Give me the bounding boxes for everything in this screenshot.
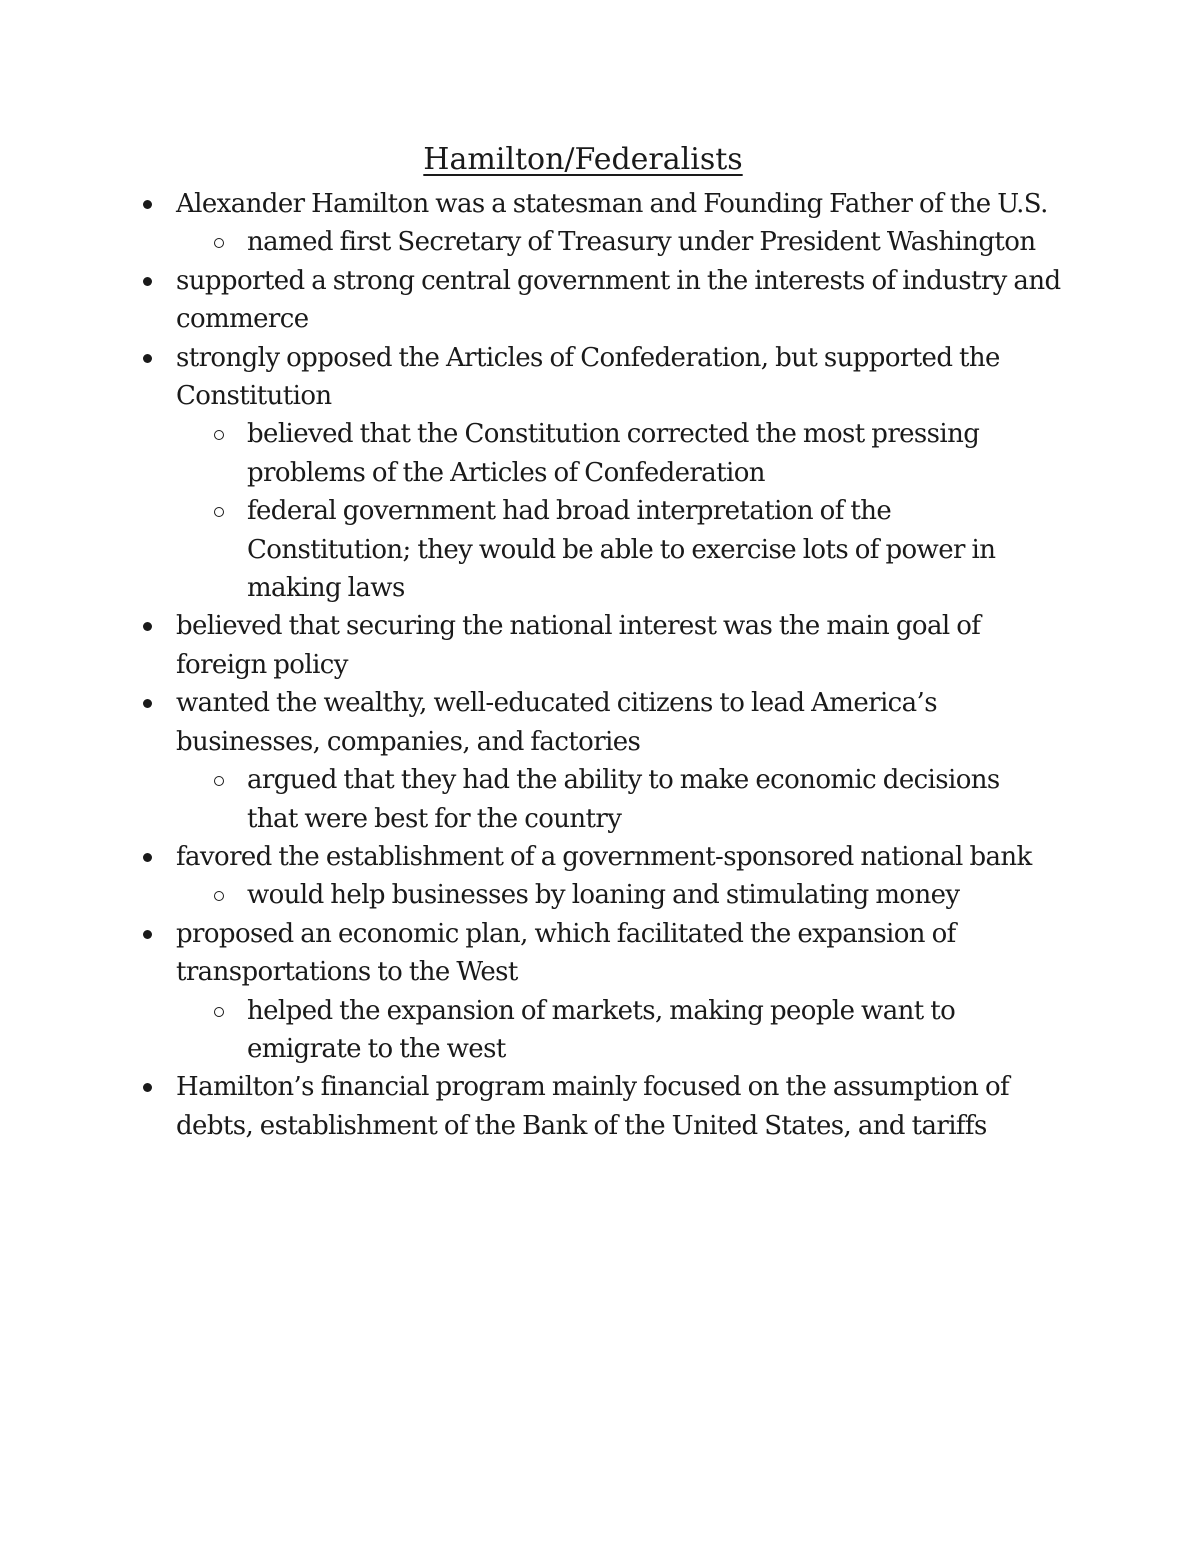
sub-list-item-text: named first Secretary of Treasury under President Washington (247, 227, 1036, 258)
hollow-bullet-icon (214, 1007, 224, 1017)
sub-list-item (0, 876, 1047, 914)
bullet-list (0, 185, 1200, 1145)
sub-list-item-text: argued that they had the ability to make economic decisions that were best for the country (247, 765, 1000, 834)
list-item-text: Alexander Hamilton was a statesman and Founding Father of the U.S. (176, 189, 1048, 219)
filled-bullet-icon (143, 277, 152, 286)
document-title: Hamilton/Federalists (423, 142, 743, 177)
list-item-text: proposed an economic plan, which facilitated the expansion of transportations to the West (176, 918, 956, 988)
sub-list-item (0, 415, 1047, 492)
hollow-bullet-icon (214, 507, 224, 517)
list-item (0, 838, 1066, 876)
sub-list-item-text: federal government had broad interpretation of the Constitution; they would be able to exercise lots of power in making laws (247, 496, 996, 604)
sub-list-item-text: helped the expansion of markets, making people want to emigrate to the west (247, 995, 956, 1064)
filled-bullet-icon (143, 853, 152, 862)
list-item (0, 262, 1066, 339)
list-item-text: Hamilton’s financial program mainly focused on the assumption of debts, establishment of the Bank of the United States, and tariffs (176, 1072, 1010, 1141)
hollow-bullet-icon (214, 430, 224, 440)
list-item (0, 185, 1066, 223)
sub-list-item (0, 223, 1047, 261)
sub-list-item (0, 992, 1047, 1069)
list-item-text: favored the establishment of a government-sponsored national bank (176, 841, 1032, 872)
list-item-text: believed that securing the national interest was the main goal of foreign policy (176, 611, 981, 680)
filled-bullet-icon (143, 930, 152, 939)
list-item (0, 915, 1066, 992)
list-item-text: wanted the wealthy, well-educated citizens to lead America’s businesses, companies, and factories (176, 688, 937, 757)
hollow-bullet-icon (214, 776, 224, 786)
list-item (0, 339, 1066, 416)
list-item-text: supported a strong central government in the interests of industry and commerce (176, 265, 1061, 335)
sub-list-item-text: believed that the Constitution corrected the most pressing problems of the Articles of Confederation (247, 419, 980, 488)
hollow-bullet-icon (214, 891, 224, 901)
filled-bullet-icon (143, 200, 152, 209)
list-item (0, 684, 1066, 761)
filled-bullet-icon (143, 1083, 152, 1092)
filled-bullet-icon (143, 622, 152, 631)
list-item-text: strongly opposed the Articles of Confederation, but supported the Constitution (176, 342, 1000, 412)
sub-list-item (0, 761, 1047, 838)
hollow-bullet-icon (214, 238, 224, 248)
filled-bullet-icon (143, 354, 152, 363)
list-item (0, 607, 1066, 684)
sub-list-item-text: would help businesses by loaning and stimulating money (247, 880, 960, 911)
sub-list-item (0, 492, 1047, 607)
list-item (0, 1068, 1066, 1145)
filled-bullet-icon (143, 699, 152, 708)
